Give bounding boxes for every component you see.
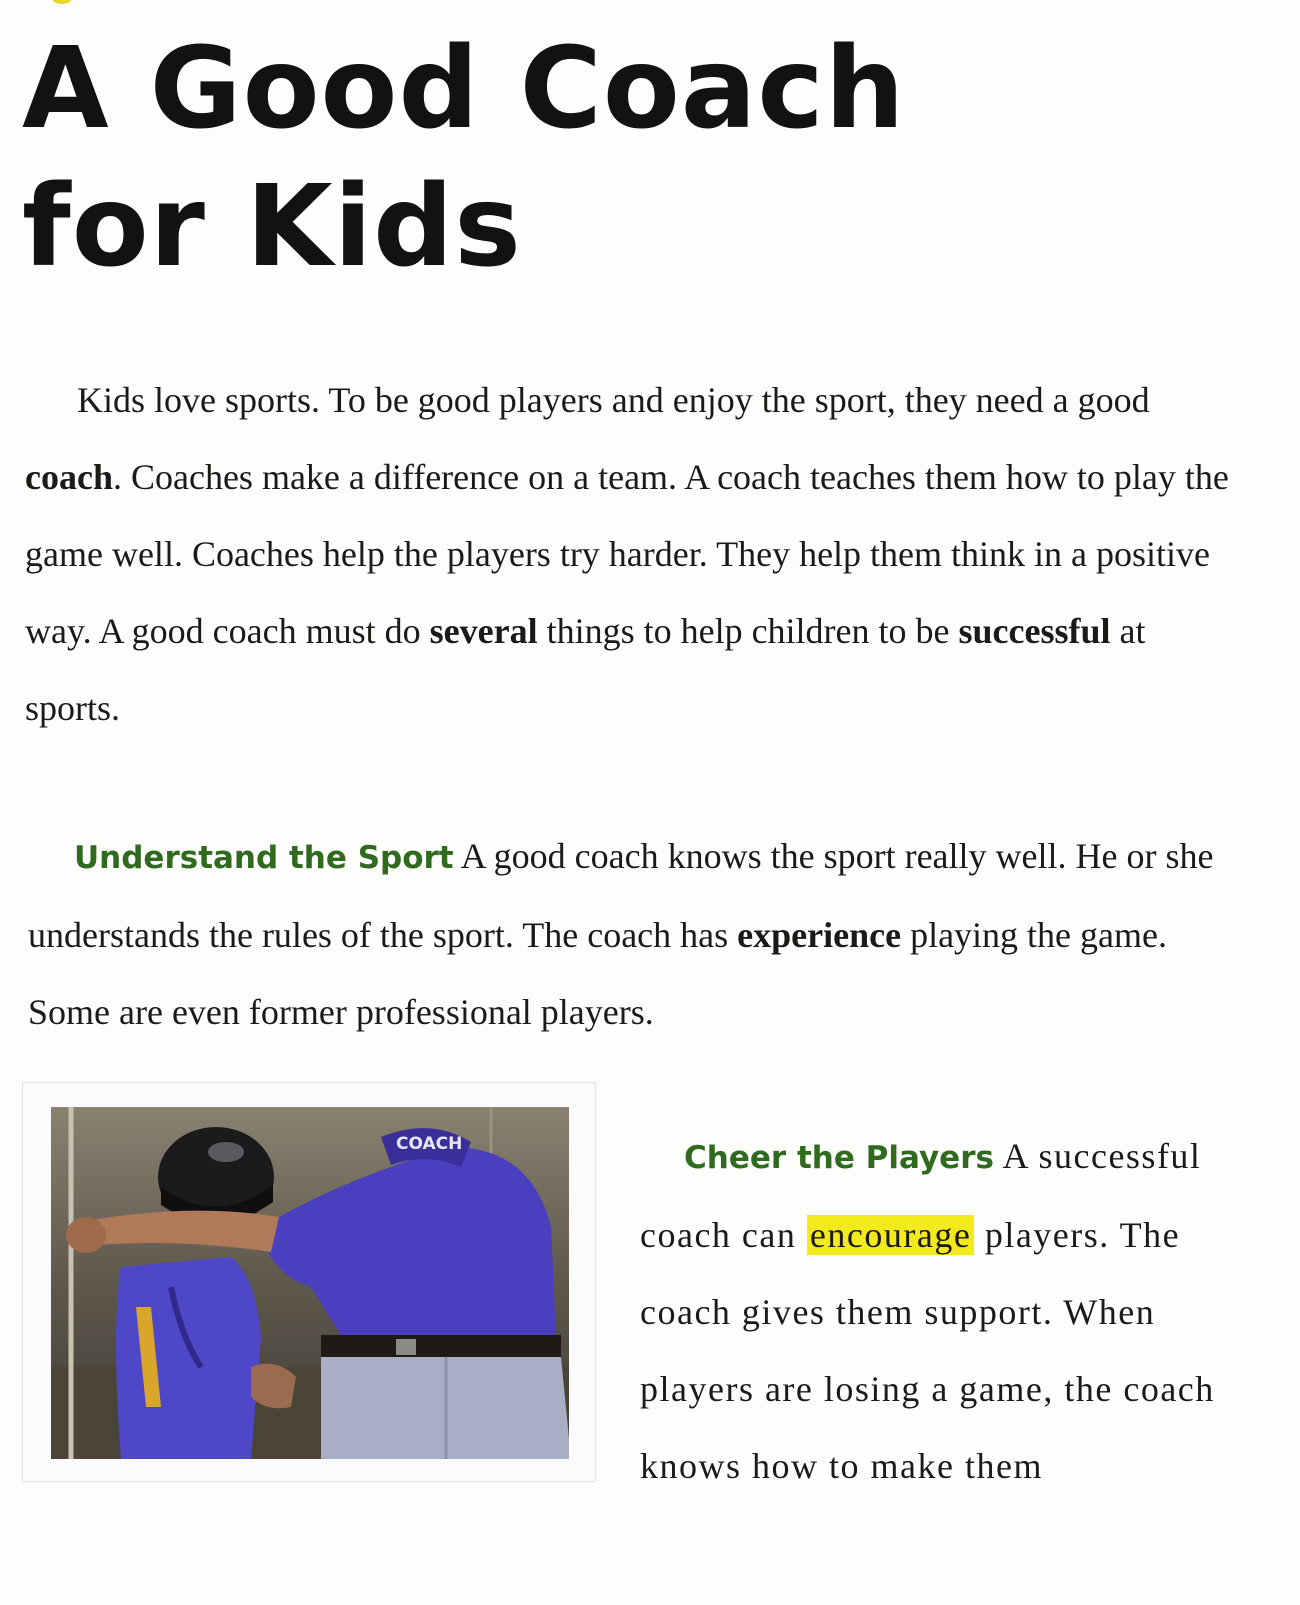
- vocab-experience: experience: [737, 915, 902, 955]
- intro-text-2: . Coaches make a difference on a team. A coach teaches them how to play the game well. Coaches help the players try harder. They help them think in a positive way. A good coach must do: [25, 457, 1229, 651]
- vocab-coach: coach: [25, 457, 113, 497]
- photo-frame: [22, 1082, 596, 1482]
- section-cheer-paragraph: [640, 1118, 1230, 1505]
- section-heading-understand: Understand the Sport: [74, 840, 454, 876]
- intro-paragraph: [25, 362, 1235, 747]
- title-line-1: A Good Coach: [22, 24, 906, 154]
- yellow-dot-decoration: [52, 0, 72, 4]
- title-line-2: for Kids: [22, 162, 522, 292]
- section-understand-paragraph: [28, 818, 1238, 1051]
- intro-text-1: Kids love sports. To be good players and enjoy the sport, they need a good: [77, 380, 1150, 420]
- section1-text-2: playing the game. Some are even former professional players.: [28, 915, 1167, 1032]
- vocab-encourage-highlight: encourage: [807, 1215, 974, 1255]
- intro-text-4: at sports.: [25, 611, 1146, 728]
- page-title: [22, 20, 906, 296]
- shirt-coach-text: COACH: [396, 1134, 463, 1154]
- photo-illustration: [51, 1107, 569, 1459]
- section2-text-2: players. The coach gives them support. When players are losing a game, the coach knows how to make them: [640, 1215, 1215, 1486]
- section-heading-cheer: Cheer the Players: [684, 1140, 994, 1176]
- vocab-successful: successful: [958, 611, 1111, 651]
- section1-text-1: A good coach knows the sport really well. He or she understands the rules of the sport. The coach has: [28, 836, 1214, 955]
- intro-text-3: things to help children to be: [537, 611, 959, 651]
- section2-text-1: A successful coach can: [640, 1136, 1202, 1255]
- vocab-several: several: [429, 611, 538, 651]
- coach-player-photo: [51, 1107, 569, 1459]
